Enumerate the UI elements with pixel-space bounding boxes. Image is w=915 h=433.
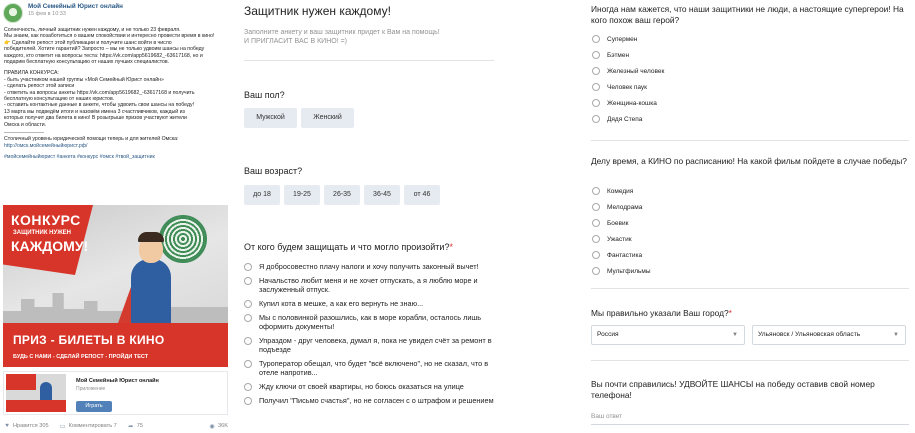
country-select-value: Россия <box>597 331 619 338</box>
film-option[interactable] <box>592 183 651 199</box>
protect-option[interactable] <box>244 336 496 354</box>
protect-option[interactable] <box>244 382 496 391</box>
radio-button[interactable] <box>244 337 252 345</box>
film-option[interactable] <box>592 231 651 247</box>
age-option[interactable]: 19-25 <box>284 185 320 205</box>
post-text-line: победителей. Хотите гарантий? Запросто – мы не только удвоим шансы на победу <box>4 46 205 53</box>
group-avatar[interactable] <box>3 3 23 23</box>
film-option[interactable] <box>592 247 651 263</box>
heart-icon: ♥ <box>5 423 9 429</box>
eye-icon: ◉ <box>209 423 215 430</box>
chevron-down-icon: ▼ <box>893 332 899 338</box>
phone-answer-input[interactable]: Ваш ответ <box>591 413 623 420</box>
hashtags[interactable]: #мойсемейныйюрист #анкета #конкурс #омск #твой_защитник <box>4 153 155 160</box>
survey-form-side <box>588 0 915 433</box>
form-intro <box>244 28 489 46</box>
region-select[interactable] <box>752 325 906 345</box>
hero-option[interactable] <box>592 79 664 95</box>
protect-option-label: Я добросовестно плачу налоги и хочу получить законный вычет! <box>259 262 479 271</box>
required-mark: * <box>728 308 732 318</box>
hero-option[interactable] <box>592 95 664 111</box>
app-attachment[interactable] <box>3 371 228 415</box>
radio-button[interactable] <box>592 267 600 275</box>
footer-line: Столичный уровень юридической помощи теперь и для жителей Омска: <box>4 136 179 143</box>
film-option[interactable] <box>592 263 651 279</box>
protect-option-label: Туроператор обещал, что будет "всё включено", но не сказал, что в отеле напротив... <box>259 359 489 377</box>
hero-option-label: Дядя Степа <box>607 115 643 123</box>
app-subtitle: Приложение <box>76 386 106 392</box>
comment-label: Комментировать 7 <box>68 423 117 429</box>
share-count: 75 <box>136 423 144 429</box>
hero-option[interactable] <box>592 47 664 63</box>
banner-subtitle: ЗАЩИТНИК НУЖЕН <box>13 230 71 236</box>
fingerprint-icon <box>159 215 207 263</box>
app-title: Мой Семейный Юрист онлайн <box>76 378 159 384</box>
gender-option-female[interactable]: Женский <box>301 108 354 128</box>
protect-option[interactable] <box>244 276 496 294</box>
post-text-line: подарим бесплатную консультацию от наших лучших специалистов. <box>4 59 170 66</box>
post-text-divider <box>4 132 44 133</box>
protect-option-label: Купил кота в мешке, а как его вернуть не знаю... <box>259 299 424 308</box>
banner-title-2: КАЖДОМУ! <box>11 238 89 254</box>
region-select-value: Ульяновск / Ульяновская область <box>758 331 861 338</box>
hero-option-label: Человек паук <box>607 83 648 91</box>
protect-question <box>244 242 453 252</box>
protect-option-label: Упраздом - друг человека, думал я, пока не увидел счёт за ремонт в подъезде <box>259 336 492 354</box>
post-header <box>3 3 123 23</box>
survey-form-main <box>236 0 496 433</box>
rules-line: бесплатную консультацию от наших юристов. <box>4 96 115 103</box>
protect-option-label: Мы с половинкой разошлись, как в море корабли, осталось лишь оформить документы! <box>259 313 482 331</box>
film-options <box>592 183 651 279</box>
share-icon: ➦ <box>128 423 134 430</box>
form-title: Защитник нужен каждому! <box>244 4 391 18</box>
post-text-line: каждого, кто ответит на вопросы теста: https://vk.com/app5619682_-63617168, но и <box>4 52 203 59</box>
protect-option-label: Начальство любит меня и не хочет отпускать, а я люблю море и заслуженный отпуск. <box>259 276 478 294</box>
gender-options <box>244 108 358 128</box>
play-button[interactable]: Играть <box>76 401 112 412</box>
radio-button[interactable] <box>244 300 252 308</box>
radio-button[interactable] <box>592 51 600 59</box>
radio-button[interactable] <box>592 203 600 211</box>
protect-option[interactable] <box>244 299 496 308</box>
hero-option[interactable] <box>592 111 664 127</box>
protect-question-text: От кого будем защищать и что могло произойти? <box>244 242 450 252</box>
age-question: Ваш возраст? <box>244 166 303 176</box>
radio-button[interactable] <box>592 251 600 259</box>
film-option[interactable] <box>592 215 651 231</box>
film-option-label: Мультфильмы <box>607 267 651 275</box>
radio-button[interactable] <box>592 235 600 243</box>
banner-title: КОНКУРС <box>11 212 81 228</box>
city-question <box>591 308 909 319</box>
gender-option-male[interactable]: Мужской <box>244 108 297 128</box>
protect-option[interactable] <box>244 359 496 377</box>
rules-line: 13 марта мы подведём итоги и назовём имена 3 счастливчиков, каждый из <box>4 108 185 115</box>
film-option-label: Фантастика <box>607 251 643 259</box>
form-intro-line: И ПРИГЛАСИТ ВАС В КИНО! =) <box>244 38 348 45</box>
rules-title: ПРАВИЛА КОНКУРСА: <box>4 70 59 77</box>
post-date[interactable]: 15 фев в 10:33 <box>28 11 66 17</box>
age-option[interactable]: 36-45 <box>364 185 400 205</box>
radio-button[interactable] <box>592 67 600 75</box>
app-thumbnail <box>6 374 66 412</box>
age-options <box>244 185 444 205</box>
radio-button[interactable] <box>592 99 600 107</box>
comment-icon: ▭ <box>59 423 66 430</box>
form-divider <box>244 60 494 61</box>
protect-option-label: Получил "Письмо счастья", но не согласен с о штрафом и решением <box>259 396 494 405</box>
form-intro-line: Заполните анкету и ваш защитник придет к Вам на помощь! <box>244 29 440 36</box>
post-text-line: 👉 Сделайте репост этой публикации и получите шанс войти в число <box>4 39 172 46</box>
hero-option-label: Женщина-кошка <box>607 99 657 107</box>
protect-option-label: Жду ключи от своей квартиры, но боюсь оказаться на улице <box>259 382 464 391</box>
banner-prize: ПРИЗ - БИЛЕТЫ В КИНО <box>13 333 165 347</box>
radio-button[interactable] <box>244 383 252 391</box>
hero-option-label: Бэтмен <box>607 51 630 59</box>
age-option[interactable]: до 18 <box>244 185 280 205</box>
post-text-line: Солнечность, личный защитник нужен каждому, и не только 23 февраля. <box>4 27 181 33</box>
rules-line: - сделать репост этой записи <box>4 83 75 90</box>
radio-button[interactable] <box>592 35 600 43</box>
city-question-text: Мы правильно указали Ваш город? <box>591 308 729 318</box>
radio-button[interactable] <box>244 314 252 322</box>
radio-button[interactable] <box>592 115 600 123</box>
rules-line: Омска и области. <box>4 121 47 128</box>
film-option[interactable] <box>592 199 651 215</box>
section-divider <box>591 140 909 141</box>
radio-button[interactable] <box>592 83 600 91</box>
radio-button[interactable] <box>244 360 252 368</box>
contact-question: Вы почти справились! УДВОЙТЕ ШАНСЫ на победу оставив свой номер телефона! <box>591 379 875 400</box>
post-actions <box>3 421 228 431</box>
city-skyline <box>3 287 228 327</box>
radio-button[interactable] <box>244 263 252 271</box>
hero-option-label: Супермен <box>607 35 638 43</box>
country-select[interactable] <box>591 325 745 345</box>
radio-button[interactable] <box>592 187 600 195</box>
film-question: Делу время, а КИНО по расписанию! На какой фильм пойдете в случае победы? <box>591 156 907 166</box>
film-option-label: Ужастик <box>607 235 632 243</box>
section-divider <box>591 288 909 289</box>
banner-slogan: БУДЬ С НАМИ - СДЕЛАЙ РЕПОСТ - ПРОЙДИ ТЕСТ <box>13 354 149 360</box>
vk-post <box>0 0 232 433</box>
comment-button[interactable] <box>59 423 117 430</box>
contest-banner-image[interactable] <box>3 205 228 367</box>
post-author-link[interactable]: Мой Семейный Юрист онлайн <box>28 3 123 10</box>
like-button[interactable] <box>3 423 49 429</box>
rules-line: - быть участником нашей группы «Мой Семейный Юрист онлайн» <box>4 76 164 83</box>
section-divider <box>591 360 909 361</box>
rules-line: которых получит два билета в кино! В розыгрыше призов участвуют жители <box>4 115 187 122</box>
radio-button[interactable] <box>244 397 252 405</box>
rules-line: - ответить на вопросы анкеты https://vk.com/app5619682_-63617168 и получить <box>4 89 195 96</box>
film-option-label: Мелодрама <box>607 203 643 211</box>
post-meta <box>28 3 123 18</box>
hero-question: Иногда нам кажется, что наши защитники не люди, а настоящие супергерои! На кого похож ваш герой? <box>591 4 904 25</box>
like-count: Нравится 305 <box>13 423 49 429</box>
rules-line: - оставить контактные данные в анкете, чтобы удвоить свои шансы на победу! <box>4 102 195 109</box>
protect-option[interactable] <box>244 313 496 331</box>
film-option-label: Комедия <box>607 187 634 195</box>
age-option[interactable]: 26-35 <box>324 185 360 205</box>
hero-option-label: Железный человек <box>607 67 665 75</box>
required-mark: * <box>449 242 453 252</box>
protect-option[interactable] <box>244 262 496 271</box>
radio-button[interactable] <box>592 219 600 227</box>
radio-button[interactable] <box>244 277 252 285</box>
share-button[interactable] <box>127 423 143 430</box>
age-option[interactable]: от 46 <box>404 185 440 205</box>
post-text <box>4 27 226 160</box>
answer-underline <box>591 424 909 425</box>
post-text-line: Мы знаем, как позаботиться о вашем спокойствии и интересно провести время в кино! <box>4 33 215 40</box>
chevron-down-icon: ▼ <box>732 332 738 338</box>
protect-option[interactable] <box>244 396 496 405</box>
views-count: 36K <box>218 423 228 429</box>
views-counter <box>208 423 228 430</box>
film-option-label: Боевик <box>607 219 629 227</box>
hero-option[interactable] <box>592 63 664 79</box>
hero-options <box>592 31 664 127</box>
protect-options <box>244 262 496 405</box>
site-link[interactable]: http://омск.мойсемейныйюрист.рф/ <box>4 142 88 149</box>
gender-question: Ваш пол? <box>244 90 285 100</box>
hero-option[interactable] <box>592 31 664 47</box>
